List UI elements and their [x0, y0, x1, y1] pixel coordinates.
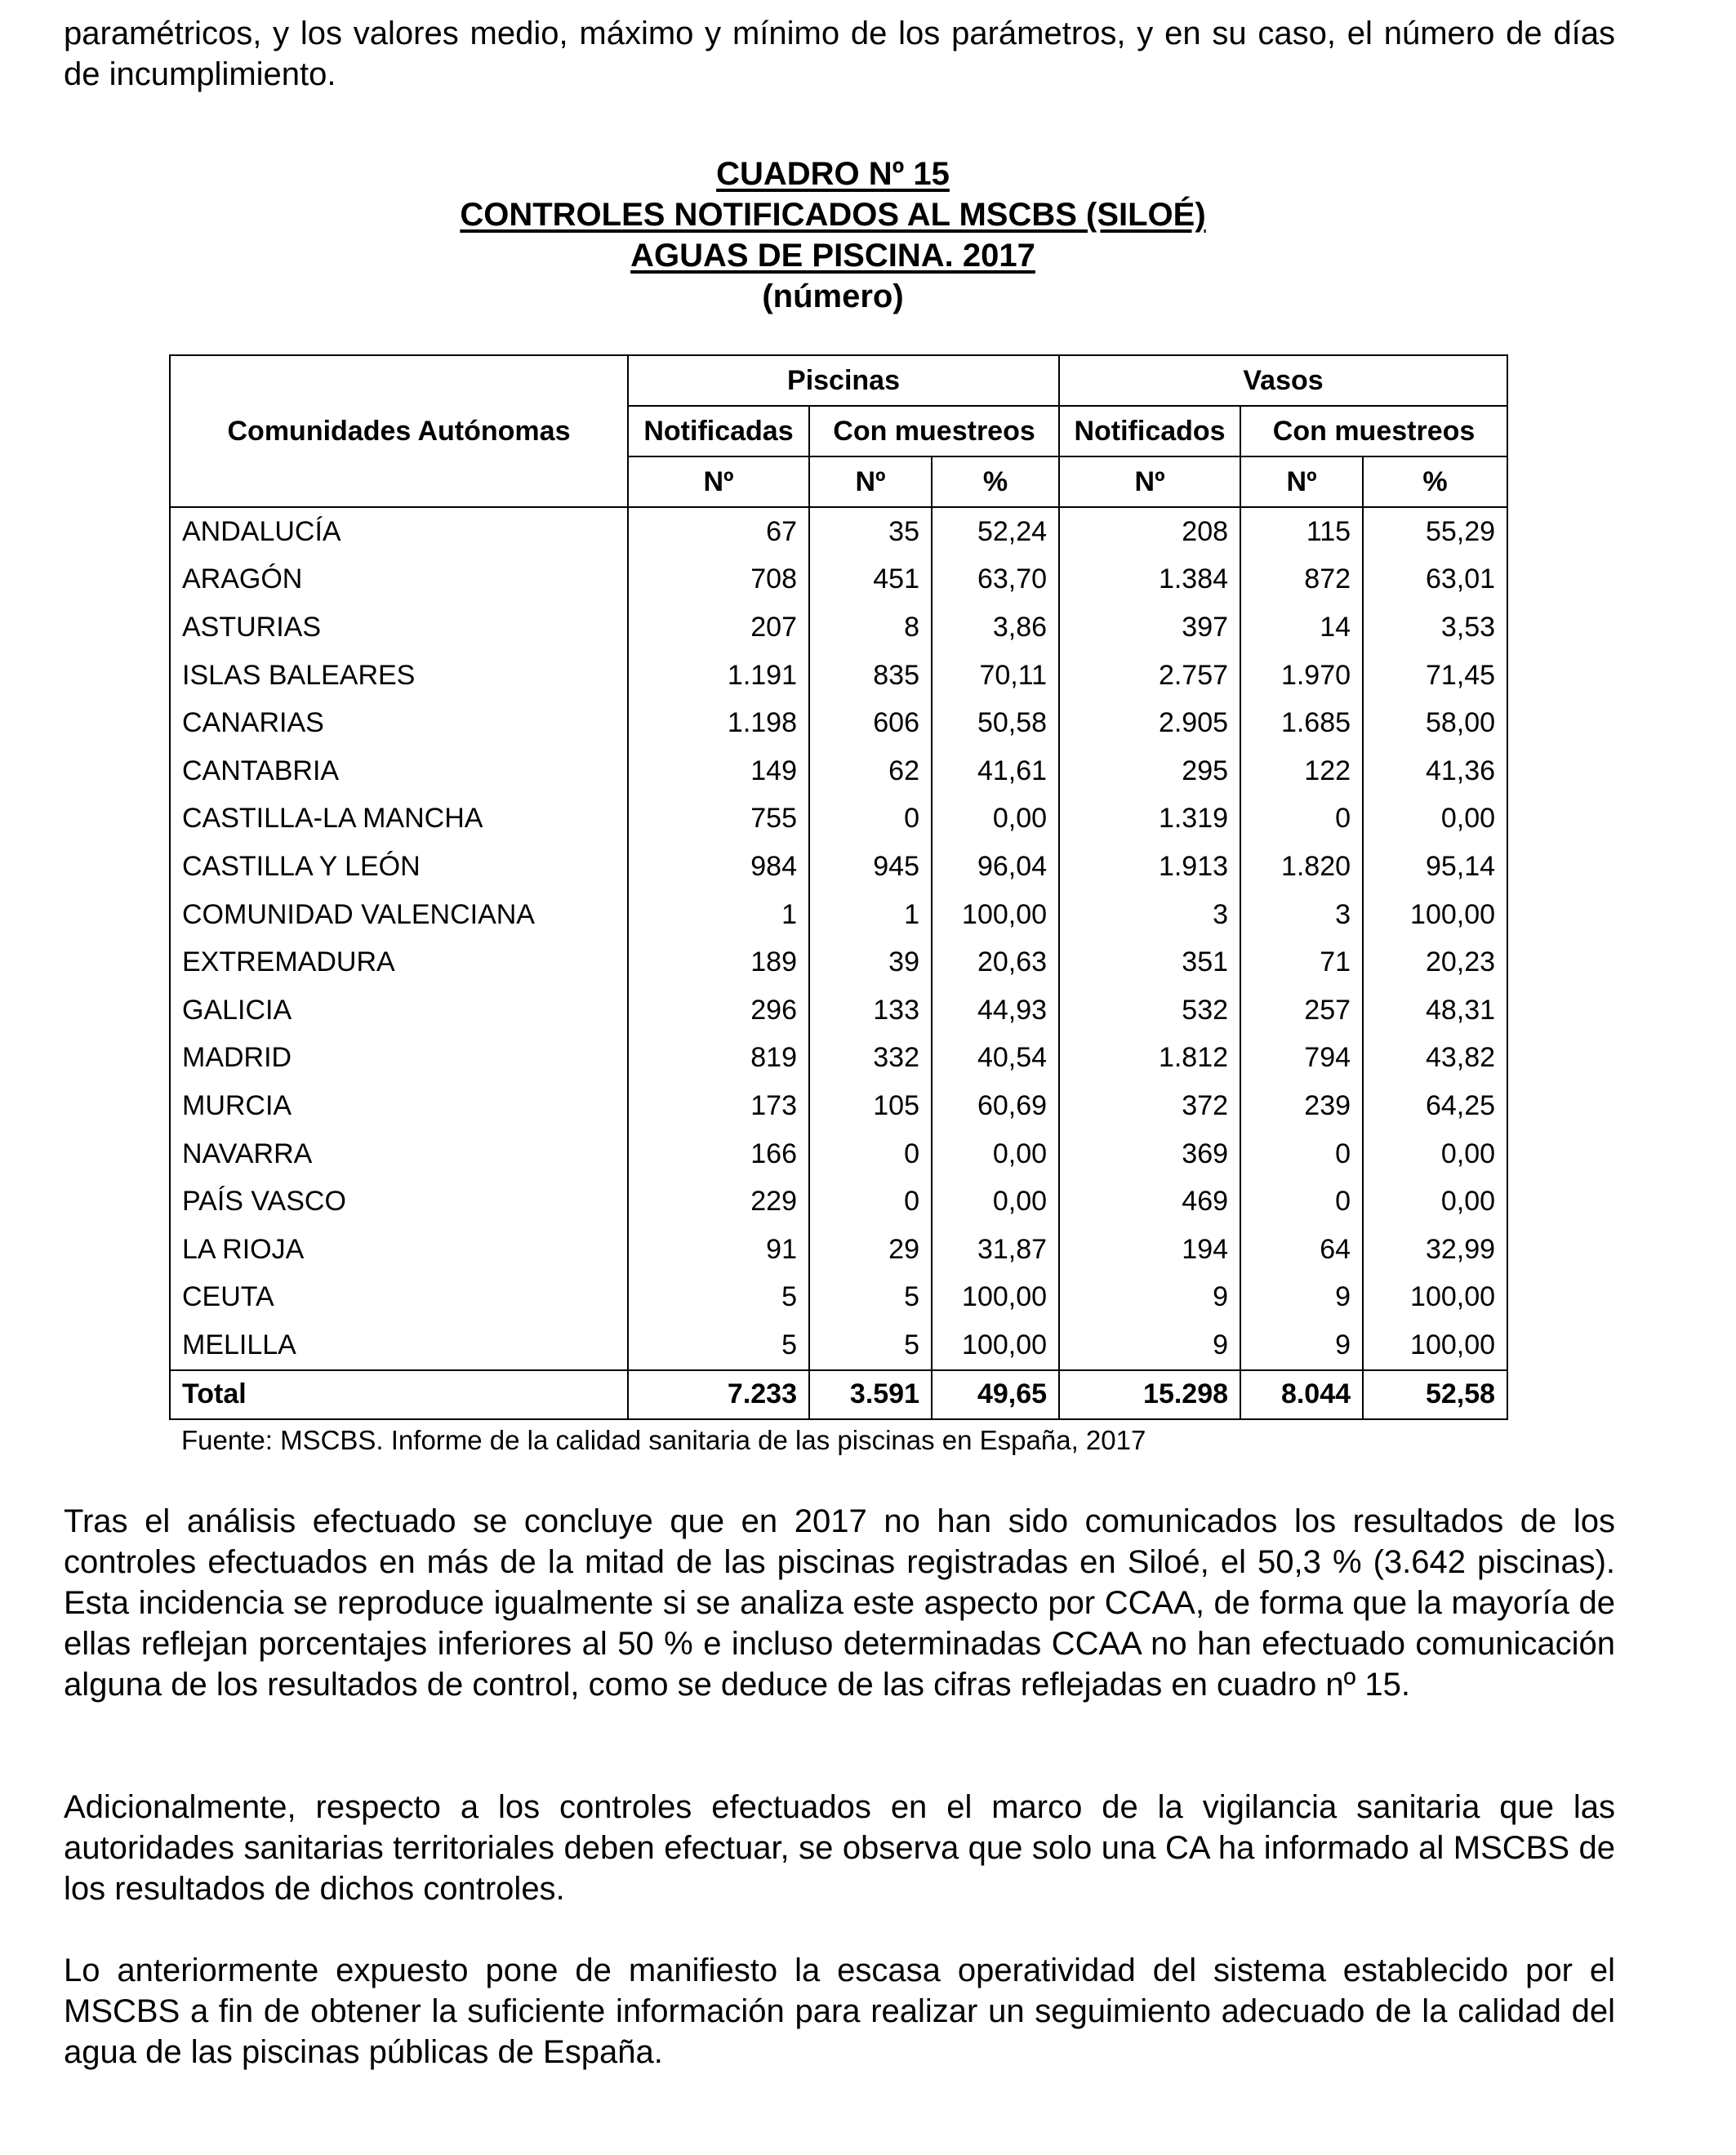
table-title-number: CUADRO Nº 15 [716, 156, 950, 192]
row-value-cell: 1.812 [1059, 1035, 1240, 1083]
row-community-name: CANTABRIA [170, 747, 628, 795]
row-community-name: ANDALUCÍA [170, 507, 628, 556]
table-row [170, 891, 1507, 939]
row-value-cell: 3,53 [1363, 603, 1507, 652]
row-value-cell: 41,61 [932, 747, 1059, 795]
body-paragraph: Adicionalmente, respecto a los controles efectuados en el marco de la vigilancia sanitaria que las autoridades sanitarias territoriales deben efectuar, se observa que solo una CA ha informado al MSCBS de los resultados de dichos controles. [64, 1789, 1615, 1907]
row-value-cell: 115 [1240, 507, 1363, 556]
row-community-name: GALICIA [170, 986, 628, 1035]
row-value-cell: 20,63 [932, 938, 1059, 986]
table-row [170, 652, 1507, 700]
row-value-cell: 451 [809, 556, 932, 604]
row-value-cell: 20,23 [1363, 938, 1507, 986]
row-value-cell: 872 [1240, 556, 1363, 604]
intro-paragraph: paramétricos, y los valores medio, máximo y mínimo de los parámetros, y en su caso, el número de días de incumplimiento. [64, 16, 1615, 92]
header-unit-6: % [1363, 456, 1507, 507]
row-value-cell: 239 [1240, 1082, 1363, 1130]
row-value-cell: 0 [1240, 1178, 1363, 1226]
row-community-name: LA RIOJA [170, 1226, 628, 1274]
table-row [170, 1226, 1507, 1274]
row-value-cell: 62 [809, 747, 932, 795]
row-value-cell: 208 [1059, 507, 1240, 556]
header-piscinas-notificadas: Notificadas [628, 406, 809, 456]
row-value-cell: 0 [809, 1178, 932, 1226]
row-value-cell: 100,00 [1363, 1321, 1507, 1370]
row-value-cell: 149 [628, 747, 809, 795]
row-community-name: MURCIA [170, 1082, 628, 1130]
row-value-cell: 60,69 [932, 1082, 1059, 1130]
table-title-block [0, 154, 1666, 317]
row-value-cell: 71 [1240, 938, 1363, 986]
row-value-cell: 1.820 [1240, 843, 1363, 891]
header-unit-5: Nº [1240, 456, 1363, 507]
row-value-cell: 91 [628, 1226, 809, 1274]
row-value-cell: 0 [809, 795, 932, 844]
row-value-cell: 100,00 [1363, 891, 1507, 939]
row-value-cell: 708 [628, 556, 809, 604]
row-value-cell: 67 [628, 507, 809, 556]
row-value-cell: 29 [809, 1226, 932, 1274]
row-value-cell: 296 [628, 986, 809, 1035]
row-value-cell: 532 [1059, 986, 1240, 1035]
table-row [170, 986, 1507, 1035]
table-row [170, 699, 1507, 747]
header-unit-3: % [932, 456, 1059, 507]
row-value-cell: 3.591 [809, 1370, 932, 1419]
table-title-main: CONTROLES NOTIFICADOS AL MSCBS (SILOÉ) [460, 197, 1206, 233]
row-community-name: CASTILLA Y LEÓN [170, 843, 628, 891]
row-value-cell: 0,00 [932, 795, 1059, 844]
row-community-name: PAÍS VASCO [170, 1178, 628, 1226]
row-value-cell: 48,31 [1363, 986, 1507, 1035]
row-value-cell: 1 [628, 891, 809, 939]
row-value-cell: 3 [1059, 891, 1240, 939]
row-value-cell: 755 [628, 795, 809, 844]
row-value-cell: 5 [809, 1274, 932, 1322]
row-value-cell: 95,14 [1363, 843, 1507, 891]
row-value-cell: 100,00 [932, 1274, 1059, 1322]
row-value-cell: 166 [628, 1130, 809, 1178]
row-value-cell: 8 [809, 603, 932, 652]
table-row [170, 556, 1507, 604]
table-row [170, 1035, 1507, 1083]
header-unit-4: Nº [1059, 456, 1240, 507]
row-value-cell: 63,01 [1363, 556, 1507, 604]
row-value-cell: 41,36 [1363, 747, 1507, 795]
row-value-cell: 31,87 [932, 1226, 1059, 1274]
row-community-name: COMUNIDAD VALENCIANA [170, 891, 628, 939]
body-paragraph: Tras el análisis efectuado se concluye que en 2017 no han sido comunicados los resultados de los controles efectuados en más de la mitad de las piscinas registradas en Siloé, el 50,3 % (3.642 piscinas). Esta incidencia se reproduce igualmente si se analiza este aspecto por CCAA, de forma que la mayoría de ellas reflejan porcentajes inferiores al 50 % e incluso determinadas CCAA no han efectuado comunicación alguna de los resultados de control, como se deduce de las cifras reflejadas en cuadro nº 15. [64, 1503, 1615, 1703]
row-value-cell: 257 [1240, 986, 1363, 1035]
row-value-cell: 835 [809, 652, 932, 700]
row-value-cell: 100,00 [932, 1321, 1059, 1370]
row-value-cell: 332 [809, 1035, 932, 1083]
row-value-cell: 39 [809, 938, 932, 986]
row-value-cell: 0,00 [1363, 1130, 1507, 1178]
row-value-cell: 0 [1240, 795, 1363, 844]
table-title-unit: (número) [762, 278, 904, 314]
table-row [170, 747, 1507, 795]
header-comunidades: Comunidades Autónomas [170, 355, 628, 507]
row-value-cell: 3 [1240, 891, 1363, 939]
row-value-cell: 1.198 [628, 699, 809, 747]
row-value-cell: 194 [1059, 1226, 1240, 1274]
table-row [170, 1274, 1507, 1322]
row-value-cell: 5 [628, 1274, 809, 1322]
row-value-cell: 44,93 [932, 986, 1059, 1035]
row-value-cell: 945 [809, 843, 932, 891]
row-community-name: CANARIAS [170, 699, 628, 747]
row-value-cell: 0 [1240, 1130, 1363, 1178]
row-value-cell: 0,00 [932, 1130, 1059, 1178]
row-value-cell: 122 [1240, 747, 1363, 795]
row-value-cell: 70,11 [932, 652, 1059, 700]
table-row [170, 938, 1507, 986]
row-value-cell: 397 [1059, 603, 1240, 652]
table-row [170, 843, 1507, 891]
row-value-cell: 63,70 [932, 556, 1059, 604]
row-value-cell: 2.905 [1059, 699, 1240, 747]
row-value-cell: 794 [1240, 1035, 1363, 1083]
row-value-cell: 469 [1059, 1178, 1240, 1226]
row-value-cell: 1.970 [1240, 652, 1363, 700]
header-vasos: Vasos [1059, 355, 1507, 406]
header-vasos-con-muestreos: Con muestreos [1240, 406, 1507, 456]
row-value-cell: 173 [628, 1082, 809, 1130]
row-value-cell: 1.191 [628, 652, 809, 700]
row-value-cell: 0,00 [1363, 795, 1507, 844]
table-row [170, 603, 1507, 652]
row-value-cell: 14 [1240, 603, 1363, 652]
row-value-cell: 9 [1059, 1274, 1240, 1322]
row-value-cell: 55,29 [1363, 507, 1507, 556]
table-row [170, 507, 1507, 556]
total-label: Total [170, 1370, 628, 1419]
row-value-cell: 64 [1240, 1226, 1363, 1274]
header-vasos-notificados: Notificados [1059, 406, 1240, 456]
row-value-cell: 7.233 [628, 1370, 809, 1419]
row-value-cell: 2.757 [1059, 652, 1240, 700]
table-total-row [170, 1370, 1507, 1419]
table-row [170, 1178, 1507, 1226]
row-value-cell: 105 [809, 1082, 932, 1130]
row-value-cell: 15.298 [1059, 1370, 1240, 1419]
row-community-name: ARAGÓN [170, 556, 628, 604]
row-community-name: EXTREMADURA [170, 938, 628, 986]
row-value-cell: 1.913 [1059, 843, 1240, 891]
row-value-cell: 52,24 [932, 507, 1059, 556]
row-value-cell: 0,00 [1363, 1178, 1507, 1226]
row-value-cell: 0,00 [932, 1178, 1059, 1226]
row-value-cell: 207 [628, 603, 809, 652]
row-value-cell: 100,00 [932, 891, 1059, 939]
row-value-cell: 606 [809, 699, 932, 747]
header-unit-2: Nº [809, 456, 932, 507]
table-title-subtitle: AGUAS DE PISCINA. 2017 [630, 238, 1035, 274]
row-value-cell: 9 [1059, 1321, 1240, 1370]
row-value-cell: 369 [1059, 1130, 1240, 1178]
table-row [170, 795, 1507, 844]
table-row [170, 1130, 1507, 1178]
row-value-cell: 189 [628, 938, 809, 986]
row-value-cell: 1.319 [1059, 795, 1240, 844]
row-value-cell: 5 [809, 1321, 932, 1370]
row-value-cell: 49,65 [932, 1370, 1059, 1419]
row-value-cell: 52,58 [1363, 1370, 1507, 1419]
row-value-cell: 96,04 [932, 843, 1059, 891]
row-community-name: ASTURIAS [170, 603, 628, 652]
row-value-cell: 1.685 [1240, 699, 1363, 747]
row-community-name: CEUTA [170, 1274, 628, 1322]
row-value-cell: 71,45 [1363, 652, 1507, 700]
row-value-cell: 0 [809, 1130, 932, 1178]
row-value-cell: 9 [1240, 1321, 1363, 1370]
row-value-cell: 351 [1059, 938, 1240, 986]
row-value-cell: 372 [1059, 1082, 1240, 1130]
header-piscinas-con-muestreos: Con muestreos [809, 406, 1059, 456]
table-row [170, 1321, 1507, 1370]
row-value-cell: 1 [809, 891, 932, 939]
row-value-cell: 58,00 [1363, 699, 1507, 747]
row-value-cell: 5 [628, 1321, 809, 1370]
row-value-cell: 229 [628, 1178, 809, 1226]
row-value-cell: 50,58 [932, 699, 1059, 747]
row-value-cell: 64,25 [1363, 1082, 1507, 1130]
row-value-cell: 40,54 [932, 1035, 1059, 1083]
row-value-cell: 984 [628, 843, 809, 891]
row-value-cell: 9 [1240, 1274, 1363, 1322]
row-community-name: NAVARRA [170, 1130, 628, 1178]
row-value-cell: 819 [628, 1035, 809, 1083]
body-paragraph: Lo anteriormente expuesto pone de manifiesto la escasa operatividad del sistema establecido por el MSCBS a fin de obtener la suficiente información para realizar un seguimiento adecuado de la calidad del agua de las piscinas públicas de España. [64, 1952, 1615, 2070]
row-value-cell: 1.384 [1059, 556, 1240, 604]
row-community-name: ISLAS BALEARES [170, 652, 628, 700]
row-community-name: MADRID [170, 1035, 628, 1083]
table-source-note: Fuente: MSCBS. Informe de la calidad sanitaria de las piscinas en España, 2017 [181, 1425, 1146, 1455]
row-community-name: MELILLA [170, 1321, 628, 1370]
table-row [170, 1082, 1507, 1130]
row-value-cell: 3,86 [932, 603, 1059, 652]
row-value-cell: 133 [809, 986, 932, 1035]
header-piscinas: Piscinas [628, 355, 1059, 406]
row-value-cell: 100,00 [1363, 1274, 1507, 1322]
row-value-cell: 8.044 [1240, 1370, 1363, 1419]
row-value-cell: 35 [809, 507, 932, 556]
row-value-cell: 295 [1059, 747, 1240, 795]
row-community-name: CASTILLA-LA MANCHA [170, 795, 628, 844]
header-unit-1: Nº [628, 456, 809, 507]
row-value-cell: 43,82 [1363, 1035, 1507, 1083]
row-value-cell: 32,99 [1363, 1226, 1507, 1274]
controls-table [169, 354, 1508, 1420]
